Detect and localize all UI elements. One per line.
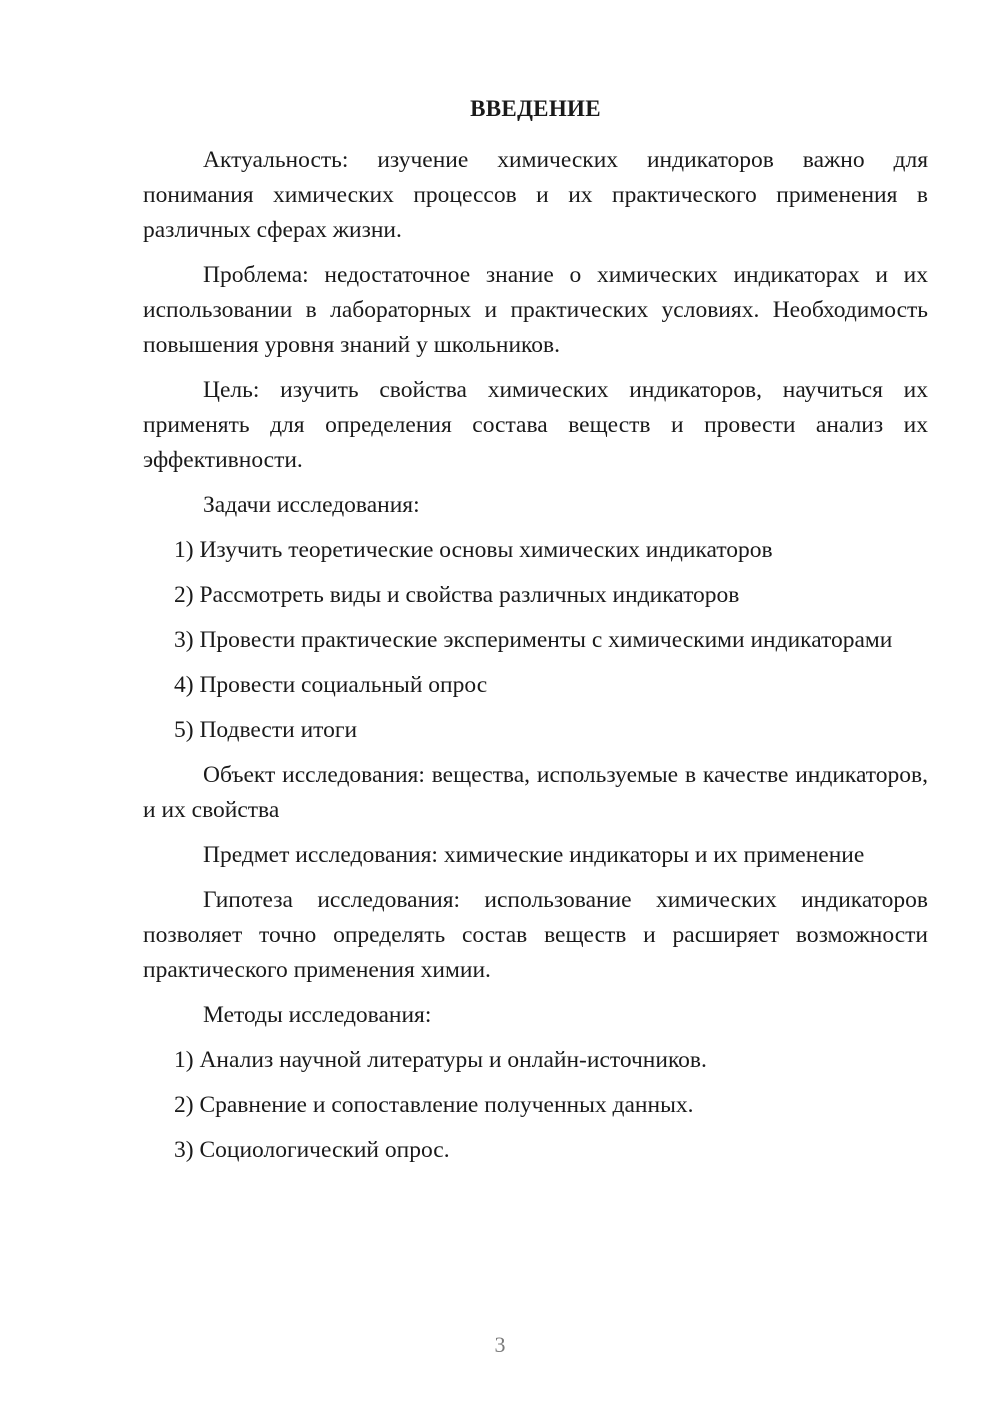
method-item-1: 1) Анализ научной литературы и онлайн-источников.	[174, 1047, 707, 1073]
task-item-3: 3) Провести практические эксперименты с химическими индикаторами	[174, 627, 893, 653]
task-item-4: 4) Провести социальный опрос	[174, 672, 488, 698]
page-title: ВВЕДЕНИЕ	[470, 96, 601, 121]
subject-paragraph: Предмет исследования: химические индикаторы и их применение	[203, 842, 865, 868]
method-item-3: 3) Социологический опрос.	[174, 1137, 450, 1163]
task-item-5: 5) Подвести итоги	[174, 717, 358, 743]
relevance-paragraph: Актуальность: изучение химических индикаторов важно для понимания химических процессов и их практического применения в различных сферах жизни.	[143, 147, 928, 243]
document-body	[143, 143, 928, 1178]
hypothesis-paragraph: Гипотеза исследования: использование химических индикаторов позволяет точно определять состав веществ и расширяет возможности практического применения химии.	[143, 887, 928, 983]
task-item-1: 1) Изучить теоретические основы химических индикаторов	[174, 537, 773, 563]
tasks-heading: Задачи исследования:	[203, 492, 420, 518]
goal-paragraph: Цель: изучить свойства химических индикаторов, научиться их применять для определения состава веществ и провести анализ их эффективности.	[143, 377, 928, 473]
method-item-2: 2) Сравнение и сопоставление полученных данных.	[174, 1092, 694, 1118]
problem-paragraph: Проблема: недостаточное знание о химических индикаторах и их использовании в лабораторных и практических условиях. Необходимость повышения уровня знаний у школьников.	[143, 262, 928, 358]
task-item-2: 2) Рассмотреть виды и свойства различных индикаторов	[174, 582, 740, 608]
page-number: 3	[494, 1332, 506, 1357]
methods-heading: Методы исследования:	[203, 1002, 432, 1028]
object-paragraph: Объект исследования: вещества, используемые в качестве индикаторов, и их свойства	[143, 762, 928, 823]
